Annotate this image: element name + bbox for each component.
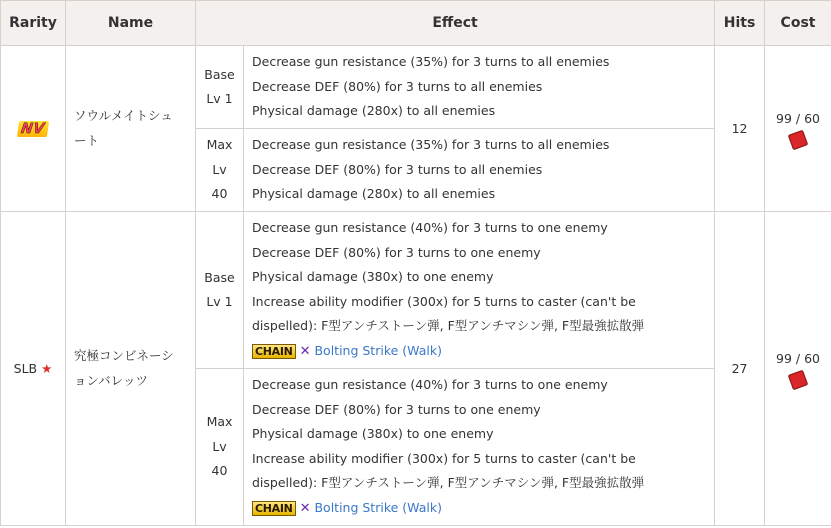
- header-cost: Cost: [765, 1, 831, 46]
- header-row: [1, 1, 831, 46]
- header-name: Name: [66, 1, 196, 46]
- skill-name-line: ート: [74, 132, 100, 148]
- effect-line: Decrease DEF (80%) for 3 turns to all enemies: [252, 78, 543, 94]
- skill-name-line: ソウルメイトシュ: [74, 108, 173, 123]
- level-label: Lv: [212, 161, 227, 177]
- effect-line: Decrease DEF (80%) for 3 turns to all enemies: [252, 161, 543, 177]
- level-cell: [196, 212, 244, 369]
- level-label: Lv 1: [206, 91, 233, 106]
- level-label: Max: [206, 414, 233, 430]
- effect-line: Decrease gun resistance (40%) for 3 turns to one enemy: [252, 220, 608, 235]
- chain-line: [252, 496, 706, 522]
- effect-line: Decrease gun resistance (35%) for 3 turns to all enemies: [252, 137, 610, 153]
- gem-icon: [788, 369, 809, 390]
- table-row: [1, 212, 831, 369]
- cross-icon: ✕: [299, 500, 311, 516]
- effect-line: Physical damage (280x) to all enemies: [252, 186, 496, 202]
- level-cell: [196, 129, 244, 212]
- effect-cell: [244, 369, 715, 526]
- chain-link[interactable]: Bolting Strike (Walk): [314, 499, 442, 515]
- level-label: 40: [211, 186, 228, 202]
- level-label: Lv: [212, 438, 227, 454]
- effect-cell: [244, 212, 715, 369]
- rarity-label: SLB: [13, 361, 38, 376]
- chain-link[interactable]: Bolting Strike (Walk): [314, 342, 442, 358]
- chain-icon: CHAIN: [252, 344, 296, 359]
- effect-line: Physical damage (380x) to one enemy: [252, 426, 494, 441]
- hits-cell: 12: [715, 46, 765, 212]
- level-cell: [196, 46, 244, 129]
- chain-icon: CHAIN: [252, 501, 296, 516]
- cross-icon: ✕: [299, 343, 311, 359]
- header-effect: Effect: [196, 1, 715, 46]
- effect-cell: [244, 46, 715, 129]
- star-icon: ★: [41, 361, 53, 376]
- effect-cell: [244, 129, 715, 212]
- effect-line: Physical damage (380x) to one enemy: [252, 269, 494, 284]
- rarity-cell: [1, 46, 66, 212]
- cost-cell: [765, 212, 831, 526]
- level-label: 40: [211, 463, 228, 479]
- level-label: Max: [206, 137, 233, 153]
- header-hits: Hits: [715, 1, 765, 46]
- skill-name-cell: [66, 46, 196, 212]
- level-label: Base: [204, 269, 235, 285]
- level-label: Lv 1: [206, 294, 233, 309]
- cost-cell: [765, 46, 831, 212]
- gem-icon: [788, 129, 809, 150]
- level-label: Base: [204, 66, 235, 82]
- effect-line: Decrease DEF (80%) for 3 turns to one enemy: [252, 401, 541, 417]
- effect-line: Decrease gun resistance (35%) for 3 turns to all enemies: [252, 54, 610, 70]
- effect-line: dispelled): F型アンチストーン弾, F型アンチマシン弾, F型最強拡散弾: [252, 475, 645, 490]
- effect-line: Physical damage (280x) to all enemies: [252, 103, 496, 119]
- effect-line: Decrease gun resistance (40%) for 3 turns to one enemy: [252, 377, 608, 392]
- skill-name-line: 究極コンビネーシ: [74, 348, 174, 363]
- table-row: [1, 46, 831, 129]
- rarity-cell: [1, 212, 66, 526]
- hits-cell: 27: [715, 212, 765, 526]
- effect-line: dispelled): F型アンチストーン弾, F型アンチマシン弾, F型最強拡散弾: [252, 318, 645, 333]
- effect-line: Increase ability modifier (300x) for 5 turns to caster (can't be: [252, 450, 636, 466]
- effect-line: Increase ability modifier (300x) for 5 turns to caster (can't be: [252, 293, 636, 309]
- skill-name-line: ョンバレッツ: [74, 372, 149, 388]
- skill-name-cell: [66, 212, 196, 526]
- effect-line: Decrease DEF (80%) for 3 turns to one enemy: [252, 244, 541, 260]
- cost-value: 99 / 60: [776, 350, 820, 366]
- header-rarity: Rarity: [1, 1, 66, 46]
- chain-line: [252, 339, 706, 365]
- nv-rarity-icon: NV: [17, 121, 49, 137]
- level-cell: [196, 369, 244, 526]
- cost-value: 99 / 60: [776, 110, 820, 126]
